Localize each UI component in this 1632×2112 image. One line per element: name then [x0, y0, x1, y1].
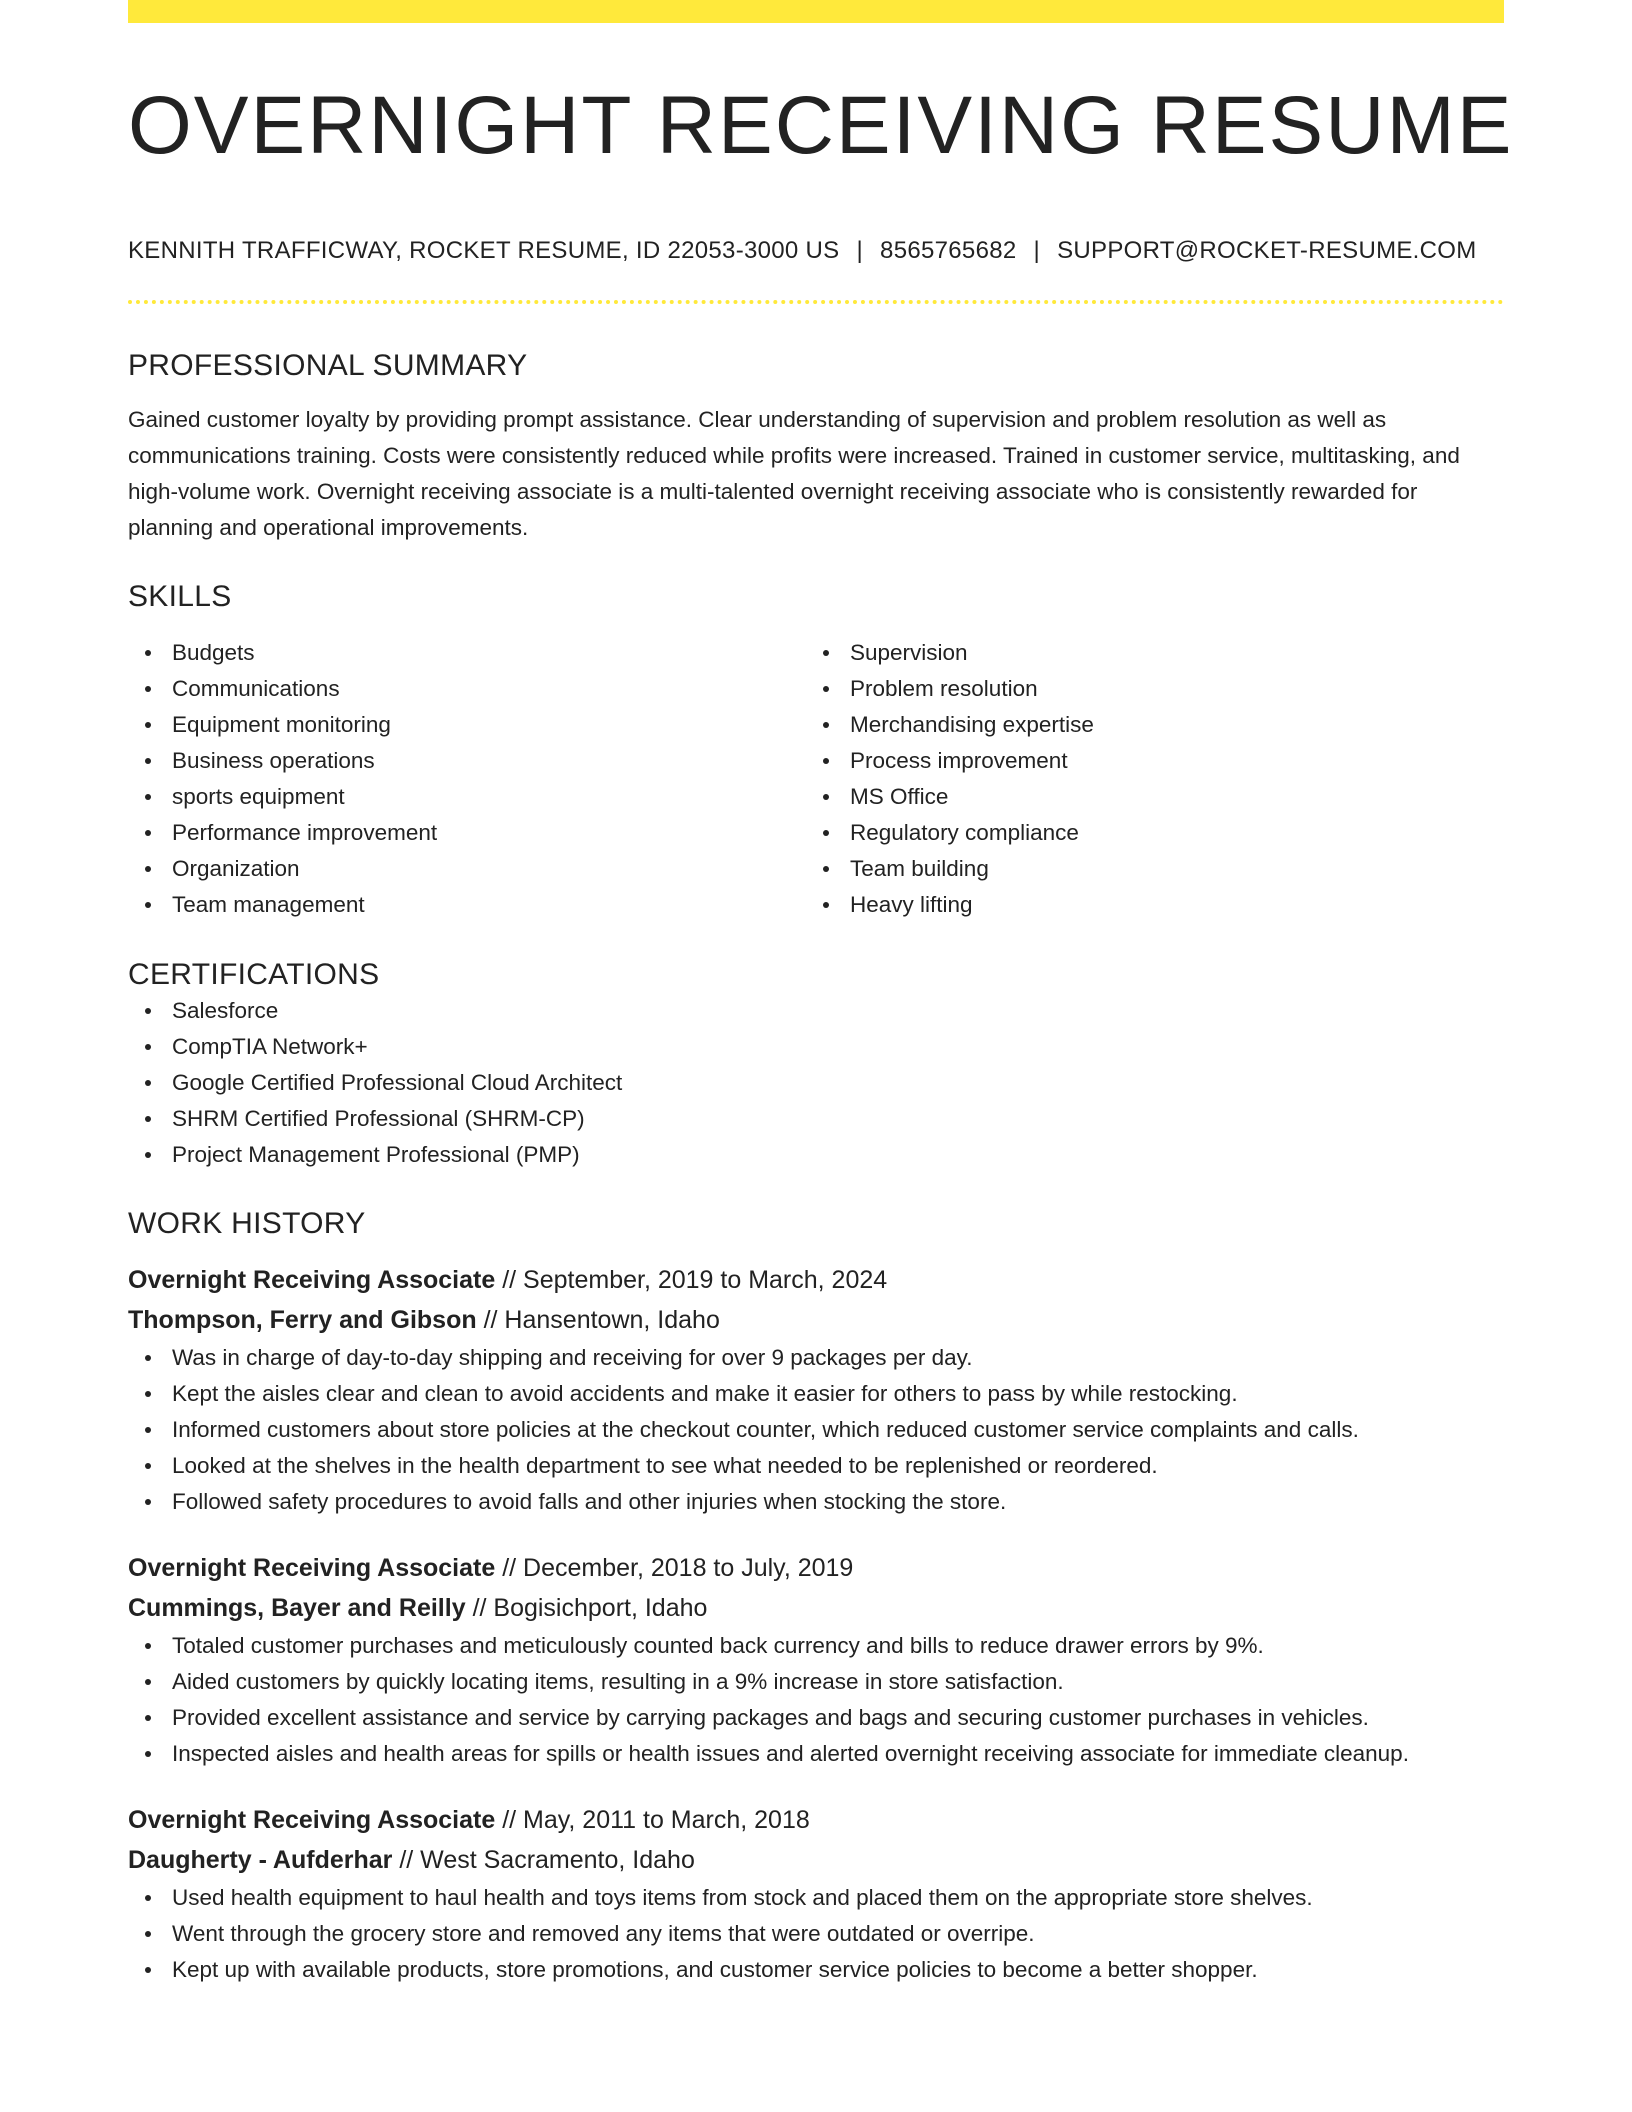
- job-dates: // May, 2011 to March, 2018: [502, 1806, 810, 1834]
- job-bullet: Was in charge of day-to-day shipping and receiving for over 9 packages per day.: [128, 1340, 1504, 1376]
- job-bullet: Totaled customer purchases and meticulously counted back currency and bills to reduce drawer errors by 9%.: [128, 1628, 1504, 1664]
- job-role-line: [128, 1800, 1504, 1840]
- skills-heading: SKILLS: [128, 580, 232, 613]
- job-company-line: [128, 1588, 1504, 1628]
- job-bullets: [128, 1880, 1504, 1988]
- skill-item: Equipment monitoring: [128, 707, 806, 743]
- resume-page: [128, 0, 1514, 1988]
- skill-item: Business operations: [128, 743, 806, 779]
- job-bullet: Used health equipment to haul health and toys items from stock and placed them on the appropriate store shelves.: [128, 1880, 1504, 1916]
- skill-item: Supervision: [806, 635, 1484, 671]
- skill-item: Heavy lifting: [806, 887, 1484, 923]
- dotted-divider: [128, 300, 1504, 304]
- job-bullet: Followed safety procedures to avoid falls and other injuries when stocking the store.: [128, 1484, 1504, 1520]
- job-entry: [128, 1548, 1504, 1772]
- job-bullet: Informed customers about store policies at the checkout counter, which reduced customer service complaints and calls.: [128, 1412, 1504, 1448]
- job-company-line: [128, 1300, 1504, 1340]
- skill-item: Team building: [806, 851, 1484, 887]
- skill-item: Problem resolution: [806, 671, 1484, 707]
- skill-item: sports equipment: [128, 779, 806, 815]
- job-bullet: Provided excellent assistance and service by carrying packages and bags and securing customer purchases in vehicles.: [128, 1700, 1504, 1736]
- certification-item: CompTIA Network+: [128, 1029, 1504, 1065]
- job-entry: [128, 1260, 1504, 1520]
- skill-item: Performance improvement: [128, 815, 806, 851]
- job-dates: // September, 2019 to March, 2024: [502, 1266, 888, 1294]
- job-role: Overnight Receiving Associate: [128, 1806, 496, 1834]
- skill-item: Process improvement: [806, 743, 1484, 779]
- certifications-list: [128, 993, 1504, 1173]
- job-bullet: Aided customers by quickly locating items, resulting in a 9% increase in store satisfaction.: [128, 1664, 1504, 1700]
- job-bullet: Inspected aisles and health areas for spills or health issues and alerted overnight receiving associate for immediate cleanup.: [128, 1736, 1504, 1772]
- resume-title: OVERNIGHT RECEIVING RESUME: [128, 80, 1514, 171]
- skill-item: MS Office: [806, 779, 1484, 815]
- job-role-line: [128, 1548, 1504, 1588]
- job-bullet: Looked at the shelves in the health department to see what needed to be replenished or reordered.: [128, 1448, 1504, 1484]
- job-location: // Hansentown, Idaho: [483, 1306, 720, 1334]
- contact-email: SUPPORT@ROCKET-RESUME.COM: [1057, 237, 1477, 264]
- contact-separator: |: [1033, 237, 1041, 264]
- contact-address: KENNITH TRAFFICWAY, ROCKET RESUME, ID 22053-3000 US: [128, 237, 840, 264]
- skill-item: Merchandising expertise: [806, 707, 1484, 743]
- job-role: Overnight Receiving Associate: [128, 1266, 496, 1294]
- job-role: Overnight Receiving Associate: [128, 1554, 496, 1582]
- job-company: Daugherty - Aufderhar: [128, 1846, 393, 1874]
- certification-item: Google Certified Professional Cloud Architect: [128, 1065, 1504, 1101]
- skill-item: Communications: [128, 671, 806, 707]
- certification-item: SHRM Certified Professional (SHRM-CP): [128, 1101, 1504, 1137]
- skill-item: Organization: [128, 851, 806, 887]
- job-bullet: Went through the grocery store and removed any items that were outdated or overripe.: [128, 1916, 1504, 1952]
- accent-bar: [128, 0, 1504, 23]
- skill-item: Team management: [128, 887, 806, 923]
- job-location: // West Sacramento, Idaho: [399, 1846, 695, 1874]
- job-bullets: [128, 1628, 1504, 1772]
- skills-list-left: [128, 635, 806, 923]
- contact-phone: 8565765682: [880, 237, 1017, 264]
- job-location: // Bogisichport, Idaho: [472, 1594, 708, 1622]
- skill-item: Budgets: [128, 635, 806, 671]
- contact-line: [128, 235, 1504, 267]
- job-company-line: [128, 1840, 1504, 1880]
- job-company: Cummings, Bayer and Reilly: [128, 1594, 466, 1622]
- job-entry: [128, 1800, 1504, 1988]
- job-dates: // December, 2018 to July, 2019: [502, 1554, 854, 1582]
- skills-list-right: [806, 635, 1484, 923]
- certification-item: Salesforce: [128, 993, 1504, 1029]
- summary-text: Gained customer loyalty by providing prompt assistance. Clear understanding of supervision and problem resolution as well as communications training. Costs were consistently reduced while profits were increased. Trained in customer service, multitasking, and high-volume work. Overnight receiving associate is a multi-talented overnight receiving associate who is consistently rewarded for planning and operational improvements.: [128, 407, 1460, 540]
- contact-separator: |: [856, 237, 864, 264]
- job-bullet: Kept up with available products, store promotions, and customer service policies to become a better shopper.: [128, 1952, 1504, 1988]
- skills-columns: [128, 635, 1504, 923]
- certification-item: Project Management Professional (PMP): [128, 1137, 1504, 1173]
- certifications-heading: CERTIFICATIONS: [128, 958, 380, 991]
- job-bullets: [128, 1340, 1504, 1520]
- work-history-heading: WORK HISTORY: [128, 1207, 366, 1240]
- job-company: Thompson, Ferry and Gibson: [128, 1306, 477, 1334]
- job-role-line: [128, 1260, 1504, 1300]
- summary-heading: PROFESSIONAL SUMMARY: [128, 349, 528, 382]
- skill-item: Regulatory compliance: [806, 815, 1484, 851]
- job-bullet: Kept the aisles clear and clean to avoid accidents and make it easier for others to pass by while restocking.: [128, 1376, 1504, 1412]
